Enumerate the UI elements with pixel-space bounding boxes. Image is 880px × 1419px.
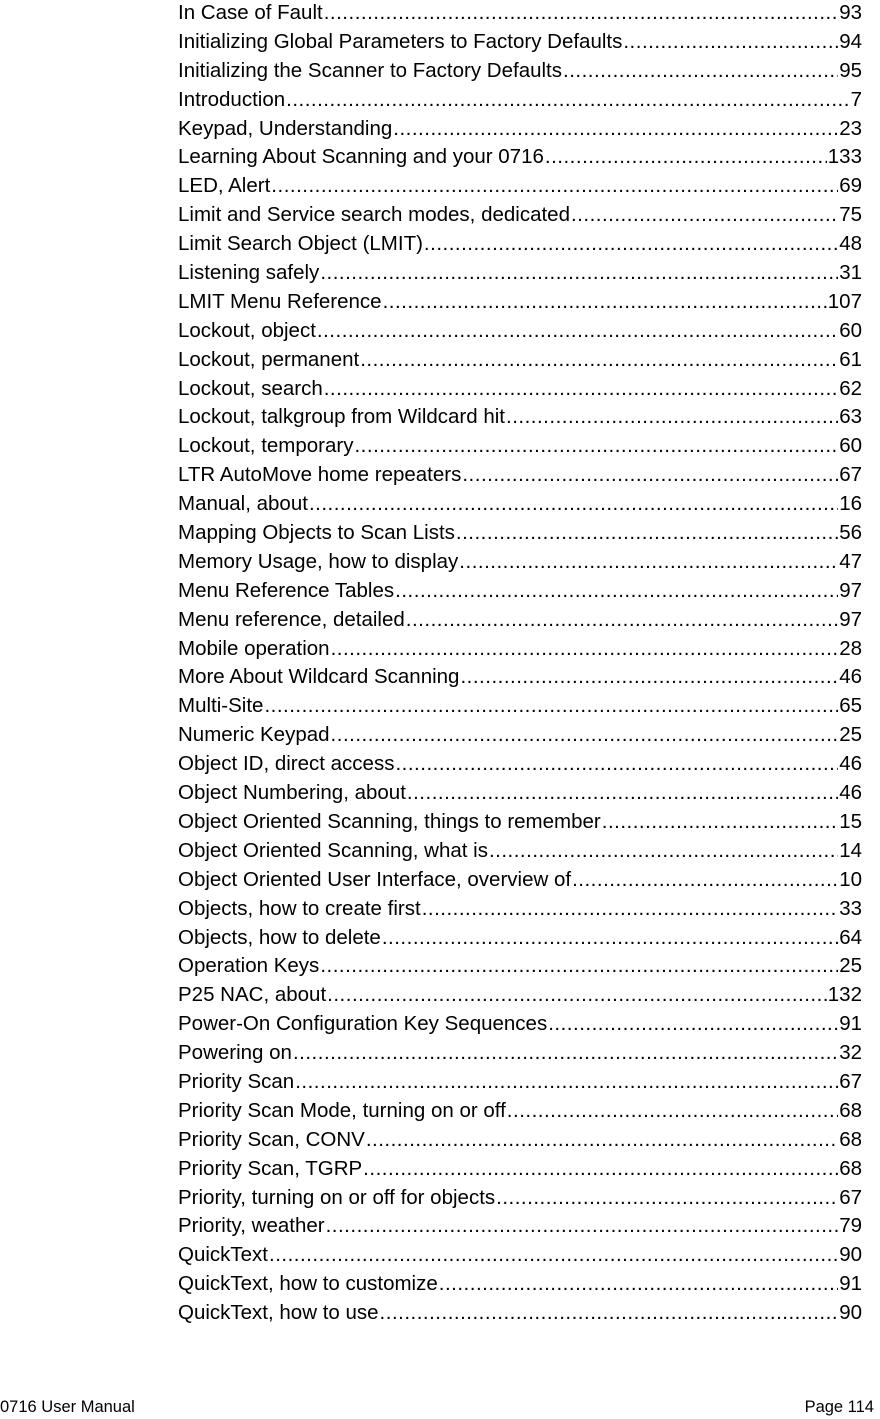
index-entry-page: 68: [839, 1156, 862, 1180]
index-entry-page: 62: [839, 376, 862, 400]
index-entry: [178, 750, 862, 779]
dot-leader: [331, 721, 839, 750]
index-entry: [178, 143, 862, 172]
dot-leader: [324, 375, 838, 404]
index-entry: [178, 461, 862, 490]
dot-leader: [295, 1068, 838, 1097]
index-entry-page: 67: [839, 1185, 862, 1209]
index-entry-label: Powering on: [178, 1041, 292, 1065]
dot-leader: [496, 1184, 838, 1213]
index-entry: [178, 490, 862, 519]
page-number: Page 114: [804, 1398, 874, 1416]
dot-leader: [456, 519, 838, 548]
index-entry-label: Keypad, Understanding: [178, 116, 393, 140]
dot-leader: [407, 779, 838, 808]
index-entry: [178, 259, 862, 288]
dot-leader: [269, 1241, 838, 1270]
index-entry: [178, 28, 862, 57]
dot-leader: [623, 28, 838, 57]
index-entry: [178, 1155, 862, 1184]
index-entry: [178, 346, 862, 375]
index-entry: [178, 1068, 862, 1097]
index-entry-page: 93: [839, 1, 862, 24]
index-entry-page: 28: [839, 636, 862, 660]
dot-leader: [380, 1299, 839, 1328]
index-entry: [178, 663, 862, 692]
dot-leader: [424, 230, 838, 259]
index-entry-page: 46: [839, 781, 862, 805]
index-entry: [178, 808, 862, 837]
index-entry: [178, 1039, 862, 1068]
index-entry-label: Lockout, object: [178, 318, 316, 342]
index-entry: [178, 115, 862, 144]
index-entry-page: 91: [839, 1012, 862, 1036]
index-entry-page: 97: [839, 607, 862, 631]
index-entry: [178, 317, 862, 346]
index-entry-label: Objects, how to create first: [178, 896, 421, 920]
index-entry-label: Lockout, talkgroup from Wildcard hit: [178, 405, 505, 429]
dot-leader: [507, 1097, 838, 1126]
index-entry-label: Multi-Site: [178, 694, 264, 718]
index-entry-label: More About Wildcard Scanning: [178, 665, 460, 689]
index-entry-label: Priority, turning on or off for objects: [178, 1185, 496, 1209]
index-entry: [178, 779, 862, 808]
index-entry-page: 90: [839, 1301, 862, 1325]
index-entry-page: 25: [839, 723, 862, 747]
index-entry-label: LMIT Menu Reference: [178, 289, 382, 313]
index-entry-label: In Case of Fault: [178, 1, 323, 24]
index-entry: [178, 1212, 862, 1241]
index-entry: [178, 1241, 862, 1270]
index-entry-label: Power-On Configuration Key Sequences: [178, 1012, 548, 1036]
index-entry-page: 90: [839, 1243, 862, 1267]
index-entry: [178, 86, 862, 115]
index-entry-page: 60: [839, 318, 862, 342]
dot-leader: [363, 1155, 838, 1184]
index-entry: [178, 201, 862, 230]
index-entry-page: 16: [839, 492, 862, 516]
index-entry: [178, 1299, 862, 1328]
index-entry-page: 65: [839, 694, 862, 718]
index-entry-page: 31: [839, 261, 862, 285]
index-entry-page: 23: [839, 116, 862, 140]
dot-leader: [489, 837, 838, 866]
dot-leader: [382, 924, 838, 953]
dot-leader: [545, 143, 827, 172]
index-entry-label: Lockout, search: [178, 376, 323, 400]
index-entry: [178, 1010, 862, 1039]
index-entry: [178, 866, 862, 895]
dot-leader: [460, 663, 838, 692]
index-entry-label: Initializing Global Parameters to Factory Defaults: [178, 29, 623, 53]
index-entry-label: Mobile operation: [178, 636, 330, 660]
dot-leader: [320, 952, 838, 981]
index-entry: [178, 606, 862, 635]
dot-leader: [393, 115, 838, 144]
index-entry: [178, 692, 862, 721]
index-entry: [178, 1270, 862, 1299]
index-entry-label: QuickText: [178, 1243, 268, 1267]
dot-leader: [563, 57, 838, 86]
index-entry-label: Priority Scan Mode, turning on or off: [178, 1098, 506, 1122]
dot-leader: [439, 1270, 838, 1299]
index-entry-page: 48: [839, 232, 862, 256]
index-entry-page: 64: [839, 925, 862, 949]
dot-leader: [309, 490, 838, 519]
index-entry-page: 132: [827, 983, 862, 1007]
index-entry-label: P25 NAC, about: [178, 983, 327, 1007]
index-entry: [178, 432, 862, 461]
index-entry-page: 107: [827, 289, 862, 313]
dot-leader: [317, 317, 838, 346]
index-entry-label: Limit and Service search modes, dedicated: [178, 203, 570, 227]
index-entry-label: Objects, how to delete: [178, 925, 381, 949]
dot-leader: [271, 172, 838, 201]
index-entry-label: Object Numbering, about: [178, 781, 406, 805]
index-entry: [178, 837, 862, 866]
index-entry: [178, 721, 862, 750]
index-entry-page: 68: [839, 1127, 862, 1151]
index-entry-label: Memory Usage, how to display: [178, 549, 459, 573]
index-entry-label: Manual, about: [178, 492, 308, 516]
index-entry-label: Menu reference, detailed: [178, 607, 405, 631]
index-entry-page: 46: [839, 665, 862, 689]
index-entry-label: Numeric Keypad: [178, 723, 330, 747]
index-entry-page: 25: [839, 954, 862, 978]
index-entry-label: Limit Search Object (LMIT): [178, 232, 423, 256]
index-entry: [178, 548, 862, 577]
index-entry-page: 94: [839, 29, 862, 53]
index-entry: [178, 57, 862, 86]
index-entry-label: Priority Scan, TGRP: [178, 1156, 363, 1180]
page-footer: [0, 1396, 880, 1418]
index-entry-label: Learning About Scanning and your 0716: [178, 145, 544, 169]
index-entry-page: 75: [839, 203, 862, 227]
manual-title: 0716 User Manual: [0, 1398, 135, 1416]
index-entry-label: Object Oriented Scanning, what is: [178, 838, 488, 862]
dot-leader: [331, 635, 839, 664]
index-entry: [178, 288, 862, 317]
index-entry: [178, 230, 862, 259]
index-entry-label: LTR AutoMove home repeaters: [178, 463, 462, 487]
index-entry: [178, 1184, 862, 1213]
index-entry: [178, 0, 862, 28]
dot-leader: [572, 866, 838, 895]
index-entry-page: 133: [827, 145, 862, 169]
dot-leader: [264, 692, 838, 721]
index-entry: [178, 577, 862, 606]
index-entry: [178, 981, 862, 1010]
index-entry-label: Object Oriented Scanning, things to remember: [178, 809, 601, 833]
index-entry-label: Lockout, permanent: [178, 347, 360, 371]
index-entry: [178, 519, 862, 548]
dot-leader: [360, 346, 838, 375]
index-entry-page: 33: [839, 896, 862, 920]
dot-leader: [395, 577, 838, 606]
index-entry-page: 47: [839, 549, 862, 573]
dot-leader: [571, 201, 838, 230]
index-entry: [178, 1097, 862, 1126]
index-entry-label: Priority, weather: [178, 1214, 325, 1238]
index-entry-page: 97: [839, 578, 862, 602]
index-entry: [178, 375, 862, 404]
index-entry-page: 61: [839, 347, 862, 371]
index-entry-label: Listening safely: [178, 261, 320, 285]
index-entry: [178, 1126, 862, 1155]
index-entry-label: Menu Reference Tables: [178, 578, 395, 602]
dot-leader: [366, 1126, 838, 1155]
index-entry-page: 69: [839, 174, 862, 198]
index-entry: [178, 635, 862, 664]
dot-leader: [354, 432, 838, 461]
index-entry-label: Lockout, temporary: [178, 434, 354, 458]
dot-leader: [293, 1039, 838, 1068]
index-entry-page: 91: [839, 1272, 862, 1296]
index-entry-page: 63: [839, 405, 862, 429]
index-entry-label: Priority Scan: [178, 1069, 295, 1093]
dot-leader: [327, 981, 827, 1010]
index-entry-page: 60: [839, 434, 862, 458]
index-entry-label: Introduction: [178, 87, 286, 111]
index-entry-page: 10: [839, 867, 862, 891]
dot-leader: [326, 1212, 839, 1241]
index-entry: [178, 924, 862, 953]
dot-leader: [395, 750, 838, 779]
index-entry-page: 67: [839, 1069, 862, 1093]
index-entry-label: Priority Scan, CONV: [178, 1127, 365, 1151]
index-entry-page: 67: [839, 463, 862, 487]
index-entry-label: Operation Keys: [178, 954, 320, 978]
dot-leader: [383, 288, 827, 317]
index-entry-label: Initializing the Scanner to Factory Defaults: [178, 58, 562, 82]
index-entry: [178, 895, 862, 924]
index-entry-page: 14: [839, 838, 862, 862]
index-entry-page: 68: [839, 1098, 862, 1122]
dot-leader: [548, 1010, 838, 1039]
index-entry-label: QuickText, how to use: [178, 1301, 379, 1325]
index-entry: [178, 403, 862, 432]
dot-leader: [320, 259, 838, 288]
index-list: [178, 0, 862, 1328]
index-entry-page: 15: [839, 809, 862, 833]
dot-leader: [459, 548, 838, 577]
index-entry-label: Mapping Objects to Scan Lists: [178, 521, 455, 545]
dot-leader: [602, 808, 838, 837]
index-entry-page: 46: [839, 752, 862, 776]
index-entry-label: Object Oriented User Interface, overview of: [178, 867, 572, 891]
index-entry: [178, 172, 862, 201]
index-entry-label: LED, Alert: [178, 174, 271, 198]
dot-leader: [506, 403, 838, 432]
index-entry-label: Object ID, direct access: [178, 752, 395, 776]
dot-leader: [406, 606, 838, 635]
dot-leader: [324, 0, 838, 28]
dot-leader: [422, 895, 839, 924]
index-entry: [178, 952, 862, 981]
dot-leader: [462, 461, 838, 490]
index-entry-label: QuickText, how to customize: [178, 1272, 438, 1296]
dot-leader: [286, 86, 849, 115]
index-entry-page: 32: [839, 1041, 862, 1065]
index-entry-page: 95: [839, 58, 862, 82]
index-entry-page: 56: [839, 521, 862, 545]
index-entry-page: 79: [839, 1214, 862, 1238]
index-entry-page: 7: [850, 87, 862, 111]
